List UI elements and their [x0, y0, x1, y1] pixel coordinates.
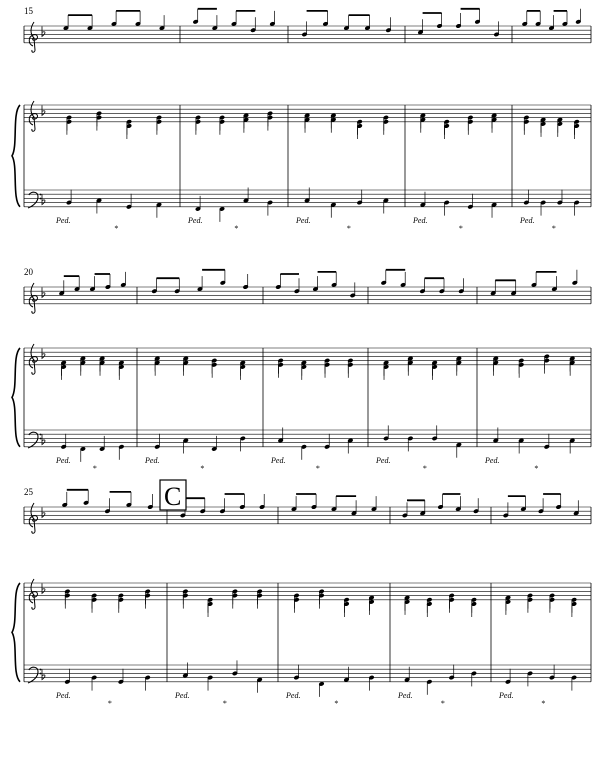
pedal-release-icon: *	[234, 223, 238, 233]
bass-clef-icon	[28, 432, 41, 448]
bass-clef-dot	[40, 669, 42, 671]
bass-clef-dot	[40, 194, 42, 196]
treble-clef-icon	[29, 579, 37, 609]
piano-brace-icon	[12, 105, 20, 207]
treble-clef-icon	[29, 503, 37, 533]
treble-clef-stroke	[29, 344, 37, 374]
pedal-marking: Ped.	[499, 690, 514, 700]
pedal-release-icon: *	[422, 463, 427, 473]
pedal-marking: Ped.	[485, 455, 500, 465]
treble-clef-stroke	[29, 579, 37, 609]
pedal-release-icon: *	[334, 698, 338, 708]
key-signature-flat-icon	[42, 670, 45, 680]
pedal-release-icon: *	[440, 698, 445, 708]
treble-clef-stroke	[29, 22, 37, 52]
bass-clef-stroke	[28, 432, 38, 448]
treble-clef-stroke	[29, 101, 37, 131]
key-signature-flat-icon	[42, 507, 45, 517]
bass-clef-icon	[28, 667, 41, 683]
pedal-marking: Ped.	[296, 215, 311, 225]
pedal-release-icon: *	[534, 463, 538, 473]
pedal-marking: Ped.	[56, 215, 71, 225]
treble-clef-icon	[29, 283, 37, 313]
treble-clef-stroke	[29, 503, 37, 533]
pedal-marking: Ped.	[413, 215, 428, 225]
pedal-release-icon: *	[541, 698, 545, 708]
pedal-release-icon: *	[200, 463, 204, 473]
rehearsal-mark	[160, 480, 186, 511]
pedal-release-icon: *	[222, 698, 227, 708]
pedal-marking: Ped.	[188, 215, 203, 225]
pedal-marking: Ped.	[376, 455, 391, 465]
key-signature-flat-icon	[42, 195, 45, 205]
rehearsal-letter: C	[164, 482, 182, 511]
key-signature-flat-icon	[42, 287, 45, 297]
pedal-release-icon: *	[551, 223, 556, 233]
system	[12, 487, 591, 708]
treble-clef-icon	[29, 22, 37, 52]
pedal-release-icon: *	[315, 463, 320, 473]
pedal-release-icon: *	[107, 698, 112, 708]
key-signature-flat-icon	[42, 435, 45, 445]
system	[12, 6, 591, 233]
measure-number: 15	[24, 6, 33, 16]
treble-clef-stroke	[29, 283, 37, 313]
pedal-marking: Ped.	[175, 690, 190, 700]
key-signature-flat-icon	[42, 583, 45, 593]
pedal-marking: Ped.	[286, 690, 301, 700]
bass-clef-dot	[40, 673, 42, 675]
bass-clef-stroke	[28, 667, 38, 683]
systems-layer	[12, 6, 591, 708]
pedal-marking: Ped.	[520, 215, 535, 225]
bass-clef-dot	[40, 198, 42, 200]
pedal-marking: Ped.	[271, 455, 286, 465]
treble-clef-icon	[29, 344, 37, 374]
measure-number: 20	[24, 267, 33, 277]
pedal-marking: Ped.	[56, 690, 71, 700]
bass-clef-icon	[28, 192, 41, 208]
pedal-release-icon: *	[346, 223, 351, 233]
bass-clef-dot	[40, 434, 42, 436]
piano-brace-icon	[12, 583, 20, 682]
key-signature-flat-icon	[42, 26, 45, 36]
pedal-release-icon: *	[114, 223, 118, 233]
pedal-marking: Ped.	[56, 455, 71, 465]
measure-number: 25	[24, 487, 33, 497]
bass-clef-stroke	[28, 192, 38, 208]
key-signature-flat-icon	[42, 105, 45, 115]
pedal-release-icon: *	[458, 223, 463, 233]
treble-clef-icon	[29, 101, 37, 131]
bass-clef-dot	[40, 438, 42, 440]
pedal-marking: Ped.	[145, 455, 160, 465]
system	[12, 267, 591, 473]
pedal-marking: Ped.	[398, 690, 413, 700]
pedal-release-icon: *	[92, 463, 97, 473]
piano-brace-icon	[12, 348, 20, 447]
key-signature-flat-icon	[42, 348, 45, 358]
